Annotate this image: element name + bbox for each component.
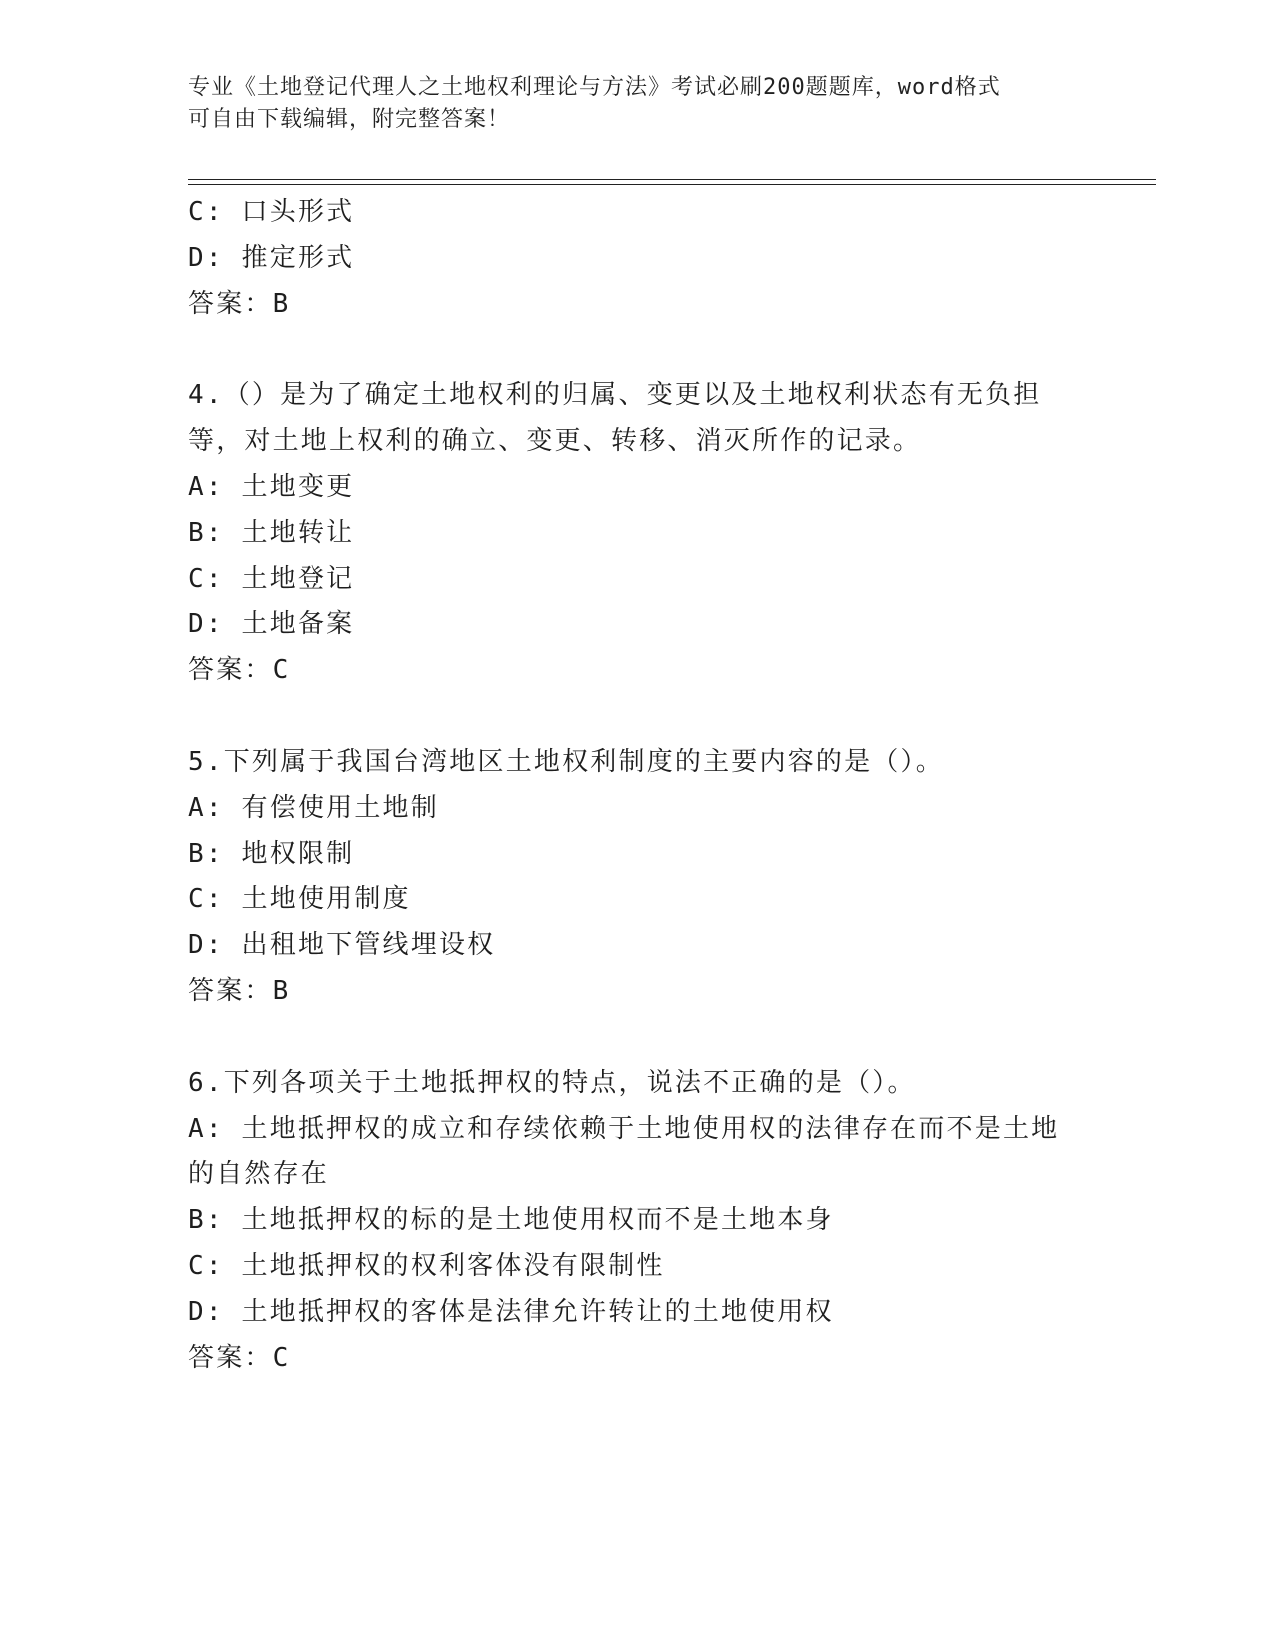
spacer	[188, 1015, 1088, 1061]
q5-option-c: C: 土地使用制度	[188, 884, 411, 915]
question-6-block	[188, 1061, 1088, 1382]
q5-option-d: D: 出租地下管线埋设权	[188, 930, 496, 961]
q5-option-a: A: 有偿使用土地制	[188, 792, 439, 823]
spacer	[188, 694, 1088, 740]
q5-answer: 答案：B	[188, 975, 291, 1006]
header-rule-top	[188, 179, 1156, 180]
q4-answer: 答案：C	[188, 655, 291, 686]
question-5-block	[188, 740, 1088, 1015]
q6-option-a-line-2: 的自然存在	[188, 1159, 330, 1190]
q6-option-d: D: 土地抵押权的客体是法律允许转让的土地使用权	[188, 1296, 834, 1327]
question-list	[188, 190, 1088, 1381]
spacer	[188, 327, 1088, 373]
q4-option-b: B: 土地转让	[188, 517, 355, 548]
q4-stem-line-2: 等，对土地上权利的确立、变更、转移、消灭所作的记录。	[188, 426, 922, 457]
q5-option-b: B: 地权限制	[188, 838, 355, 869]
header-rule-bottom	[188, 184, 1156, 185]
page-header	[188, 72, 1068, 136]
q4-stem-line-1: 4.（）是为了确定土地权利的归属、变更以及土地权利状态有无负担	[188, 380, 1042, 411]
question-4-block	[188, 373, 1088, 694]
q5-stem: 5.下列属于我国台湾地区土地权利制度的主要内容的是（）。	[188, 746, 944, 777]
q6-option-c: C: 土地抵押权的权利客体没有限制性	[188, 1250, 665, 1281]
q4-option-a: A: 土地变更	[188, 471, 355, 502]
q3-answer: 答案：B	[188, 288, 291, 319]
q4-option-d: D: 土地备案	[188, 609, 355, 640]
q6-stem: 6.下列各项关于土地抵押权的特点，说法不正确的是（）。	[188, 1067, 916, 1098]
q4-option-c: C: 土地登记	[188, 563, 355, 594]
question-3-block	[188, 190, 1088, 327]
q6-answer: 答案：C	[188, 1342, 291, 1373]
q6-option-b: B: 土地抵押权的标的是土地使用权而不是土地本身	[188, 1205, 834, 1236]
q3-option-d: D: 推定形式	[188, 242, 355, 273]
header-line-1: 专业《土地登记代理人之土地权利理论与方法》考试必刷200题题库，word格式	[188, 75, 1001, 100]
q6-option-a-line-1: A: 土地抵押权的成立和存续依赖于土地使用权的法律存在而不是土地	[188, 1113, 1060, 1144]
header-line-2: 可自由下载编辑，附完整答案！	[188, 107, 511, 132]
q3-option-c: C: 口头形式	[188, 197, 355, 227]
